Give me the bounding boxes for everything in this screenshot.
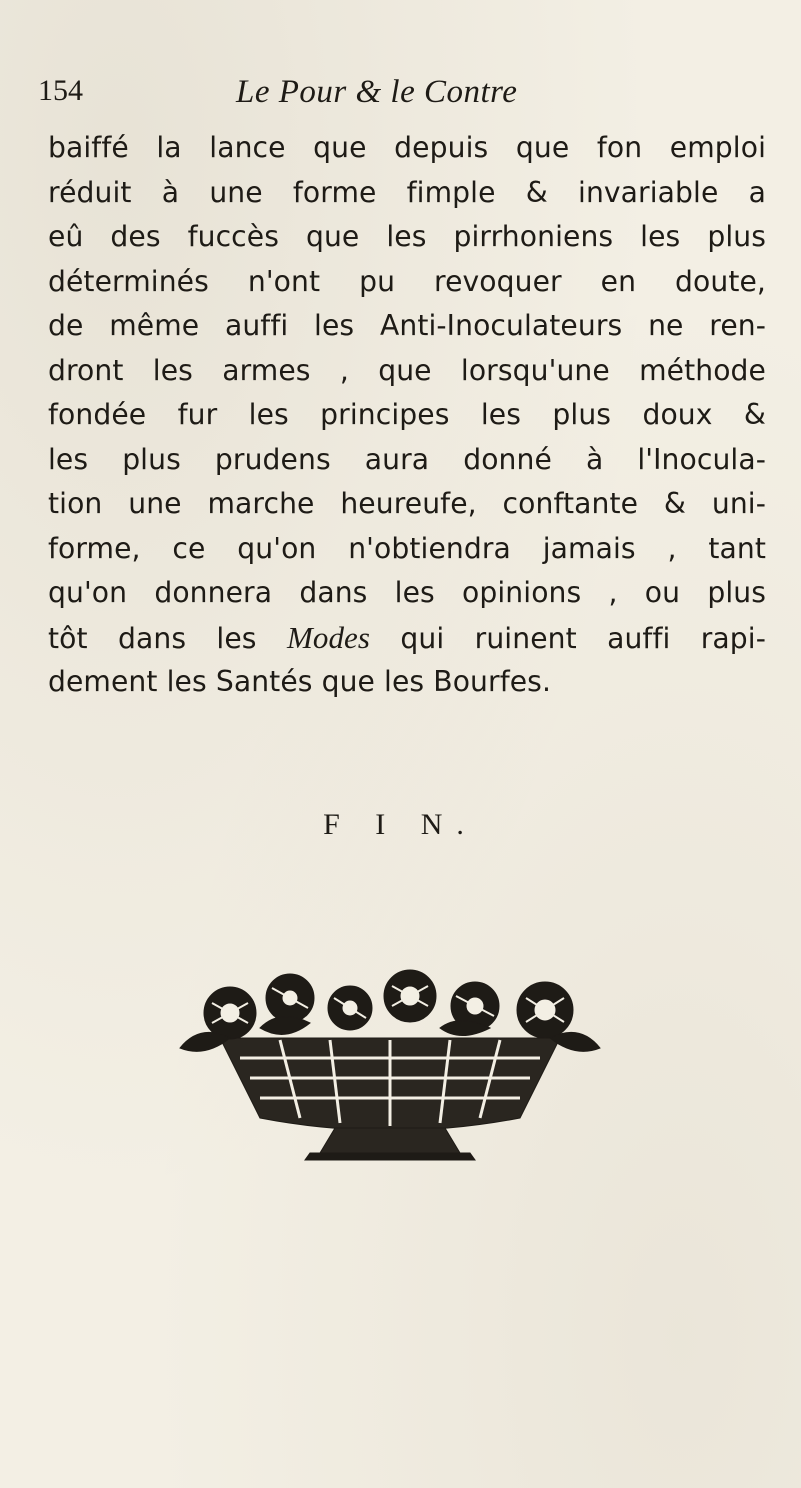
page-number: 154 xyxy=(38,74,83,107)
text-line: réduit à une forme fimple & invariable a xyxy=(48,175,766,209)
body-paragraph xyxy=(48,126,766,705)
text-line: eû des fuccès que les pirrhoniens les plus xyxy=(48,220,766,253)
text-line: de même auffi les Anti-Inoculateurs ne ren- xyxy=(48,309,766,342)
text-line: les plus prudens aura donné à l'Inocula- xyxy=(48,442,766,476)
text-line: tôt dans les Modes qui ruinent auffi rapi- xyxy=(48,619,767,655)
fin-label: F I N. xyxy=(323,808,478,841)
text-line: qu'on donnera dans les opinions , ou plus xyxy=(48,576,766,609)
text-line: fondée fur les principes les plus doux & xyxy=(48,398,766,431)
text-line: déterminés n'ont pu revoquer en doute, xyxy=(48,264,766,298)
text-line: dement les Santés que les Bourfes. xyxy=(48,665,552,698)
running-head xyxy=(38,74,761,114)
text-line: tion une marche heureufe, conftante & uni- xyxy=(48,487,766,520)
text-line: baiffé la lance que depuis que fon emploi xyxy=(48,131,766,164)
floral-basket-vignette-icon xyxy=(160,968,620,1168)
running-title: Le Pour & le Contre xyxy=(236,74,518,110)
text-line: forme, ce qu'on n'obtiendra jamais , tant xyxy=(48,531,766,565)
text-line: dront les armes , que lorsqu'une méthode xyxy=(48,353,766,387)
